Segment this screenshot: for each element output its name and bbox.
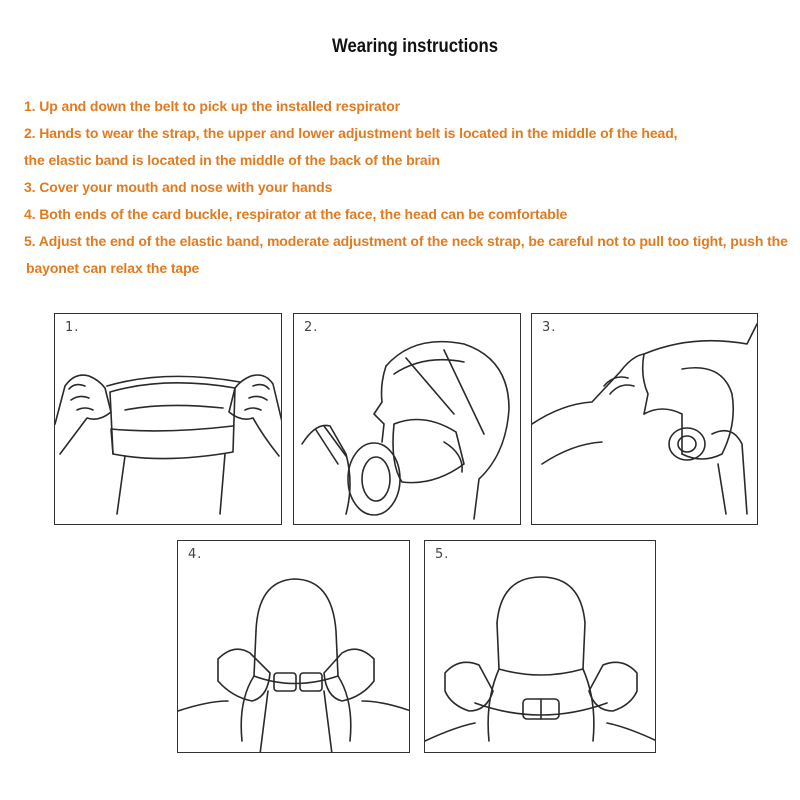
panel-number-3: 3. [542, 320, 557, 335]
panel-number-1: 1. [65, 320, 80, 335]
illustration-panel-3 [531, 313, 758, 525]
illustration-panel-5 [424, 540, 656, 753]
panel-number-4: 4. [188, 547, 203, 562]
instruction-step-2-continued: the elastic band is located in the middle of the back of the brain [24, 152, 440, 168]
illustration-panel-4 [177, 540, 410, 753]
instruction-step-1: 1. Up and down the belt to pick up the installed respirator [24, 98, 401, 114]
instruction-step-2: 2. Hands to wear the strap, the upper and lower adjustment belt is located in the middle of the head, [24, 125, 678, 141]
panel-number-2: 2. [304, 320, 319, 335]
illustration-head-back-buckle [178, 541, 410, 753]
illustration-man-adjusting-strap [532, 314, 758, 525]
illustration-head-profile-with-mask [294, 314, 521, 525]
illustration-panel-1 [54, 313, 282, 525]
illustration-head-back-neck-strap [425, 541, 656, 753]
instruction-step-3: 3. Cover your mouth and nose with your hands [24, 179, 333, 195]
instruction-step-5-continued: bayonet can relax the tape [26, 260, 200, 276]
instruction-list [24, 93, 796, 282]
page-title: Wearing instructions [332, 36, 498, 57]
panel-number-5: 5. [435, 547, 450, 562]
illustration-panel-2 [293, 313, 521, 525]
illustration-mask-with-straps [55, 314, 282, 525]
instruction-step-4: 4. Both ends of the card buckle, respirator at the face, the head can be comfortable [24, 206, 568, 222]
instruction-step-5: 5. Adjust the end of the elastic band, moderate adjustment of the neck strap, be careful not to pull too tight, push the [24, 233, 788, 249]
